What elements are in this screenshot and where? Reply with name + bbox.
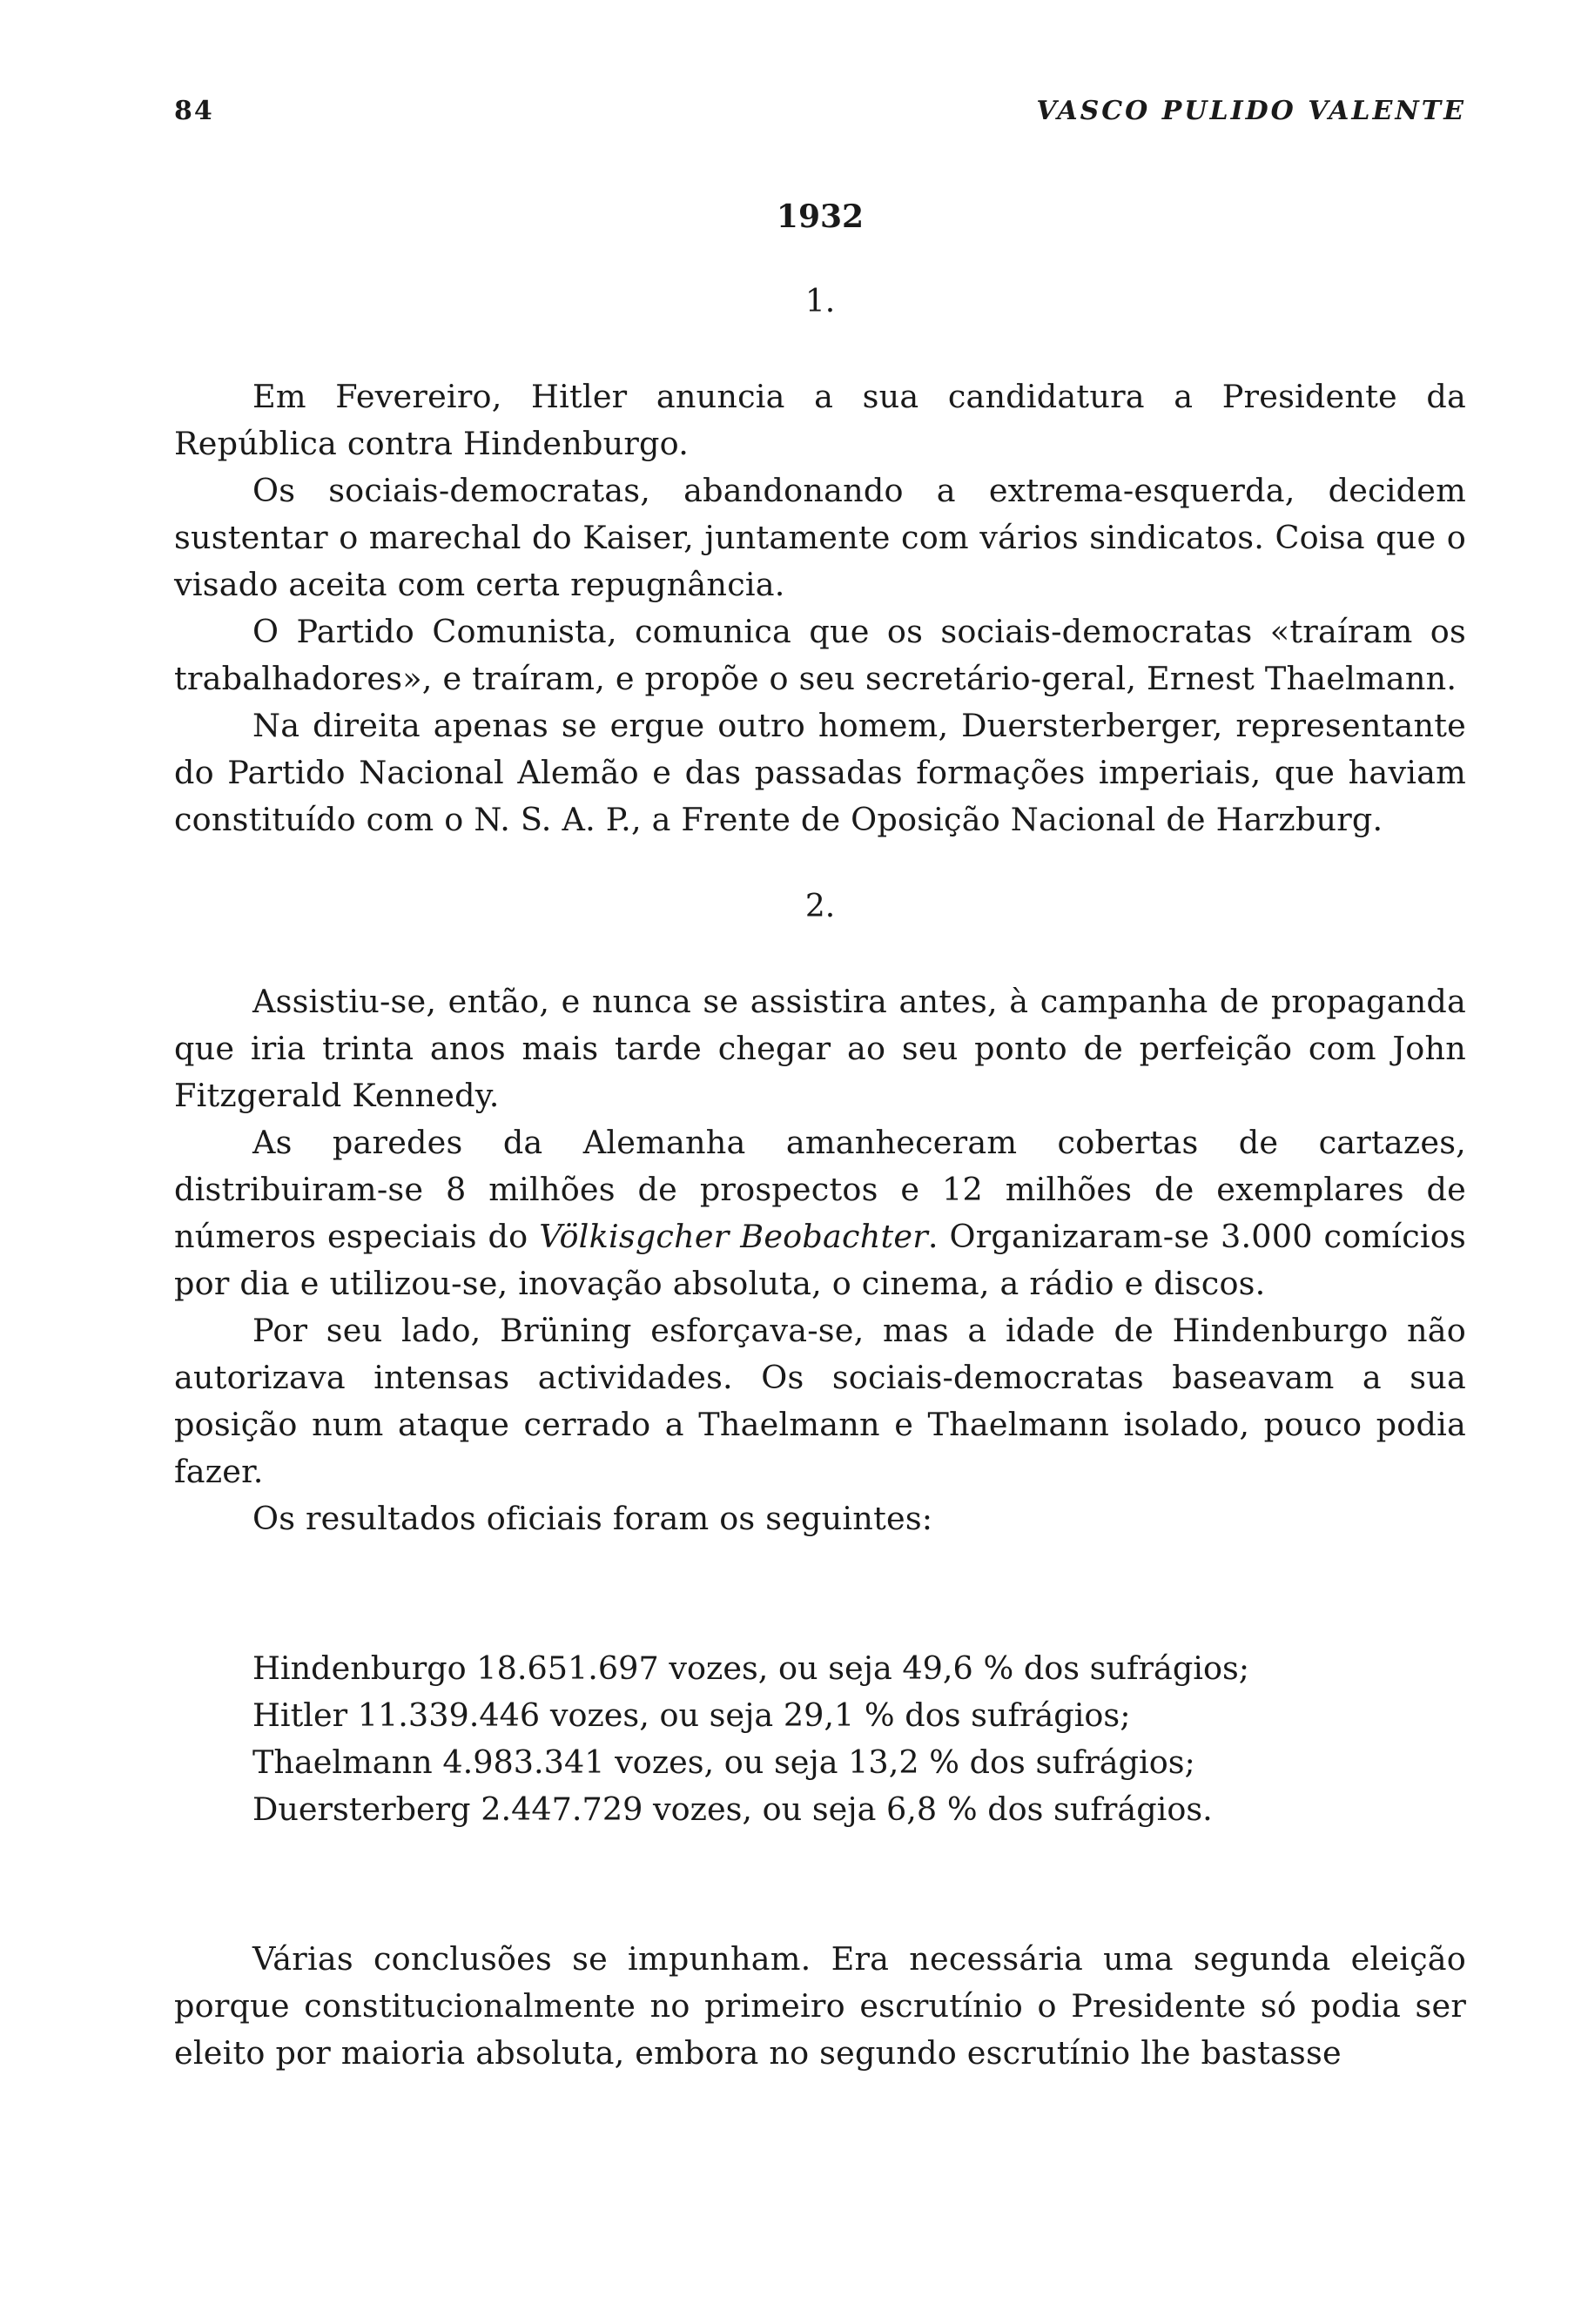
paragraph: Várias conclusões se impunham. Era necessária uma segunda eleição porque constitucionalmente no primeiro escrutínio o Presidente só podia ser eleito por maioria absoluta, embora no segundo escrutínio lhe bastasse bbox=[174, 1940, 1466, 2072]
section-2-body bbox=[174, 978, 1466, 1542]
paragraph: Assistiu-se, então, e nunca se assistira antes, à campanha de propaganda que iria trinta anos mais tarde chegar ao seu ponto de perfeição com John Fitzgerald Kennedy. bbox=[174, 983, 1466, 1114]
running-head-author: VASCO PULIDO VALENTE bbox=[1036, 96, 1466, 126]
paragraph-text: . Organizaram-se 3.000 comícios por dia e utilizou-se, inovação absoluta, o cinema, a rádio e discos. bbox=[174, 1218, 1466, 1302]
newspaper-title: Völkisgcher Beobachter bbox=[539, 1218, 928, 1255]
paragraph: Em Fevereiro, Hitler anuncia a sua candidatura a Presidente da República contra Hindenburgo. bbox=[174, 378, 1466, 462]
section-number-1: 1. bbox=[804, 284, 836, 319]
paragraph bbox=[174, 1119, 1466, 1307]
chapter-year: 1932 bbox=[776, 198, 865, 235]
election-results bbox=[252, 1645, 1466, 1833]
section-number-2: 2. bbox=[804, 889, 836, 924]
paragraph: Os resultados oficiais foram os seguintes: bbox=[252, 1500, 933, 1537]
result-line: Hindenburgo 18.651.697 vozes, ou seja 49,6 % dos sufrágios; bbox=[252, 1649, 1250, 1687]
paragraph: Os sociais-democratas, abandonando a extrema-esquerda, decidem sustentar o marechal do Kaiser, juntamente com vários sindicatos. Coisa que o visado aceita com certa repugnância. bbox=[174, 472, 1466, 603]
running-head bbox=[174, 96, 1466, 131]
section-1-body bbox=[174, 373, 1466, 843]
paragraph: O Partido Comunista, comunica que os sociais-democratas «traíram os trabalhadores», e traíram, e propõe o seu secretário-geral, Ernest Thaelmann. bbox=[174, 613, 1466, 697]
page-number: 84 bbox=[174, 96, 214, 126]
paragraph-text: As paredes da Alemanha amanheceram cobertas de cartazes, distribuiram-se 8 milhões de prospectos e 12 milhões de exemplares de números especiais do bbox=[174, 1124, 1466, 1255]
result-line: Duersterberg 2.447.729 vozes, ou seja 6,8 % dos sufrágios. bbox=[252, 1790, 1213, 1828]
closing-section bbox=[174, 1936, 1466, 2077]
paragraph: Por seu lado, Brüning esforçava-se, mas a idade de Hindenburgo não autorizava intensas actividades. Os sociais-democratas baseavam a sua posição num ataque cerrado a Thaelmann e Thaelmann isolado, pouco podia fazer. bbox=[174, 1312, 1466, 1490]
page bbox=[174, 96, 1466, 2077]
result-line: Thaelmann 4.983.341 vozes, ou seja 13,2 % dos sufrágios; bbox=[252, 1743, 1195, 1781]
result-line: Hitler 11.339.446 vozes, ou seja 29,1 % dos sufrágios; bbox=[252, 1696, 1131, 1734]
paragraph: Na direita apenas se ergue outro homem, Duersterberger, representante do Partido Nacional Alemão e das passadas formações imperiais, que haviam constituído com o N. S. A. P., a Frente de Oposição Nacional de Harzburg. bbox=[174, 707, 1466, 838]
